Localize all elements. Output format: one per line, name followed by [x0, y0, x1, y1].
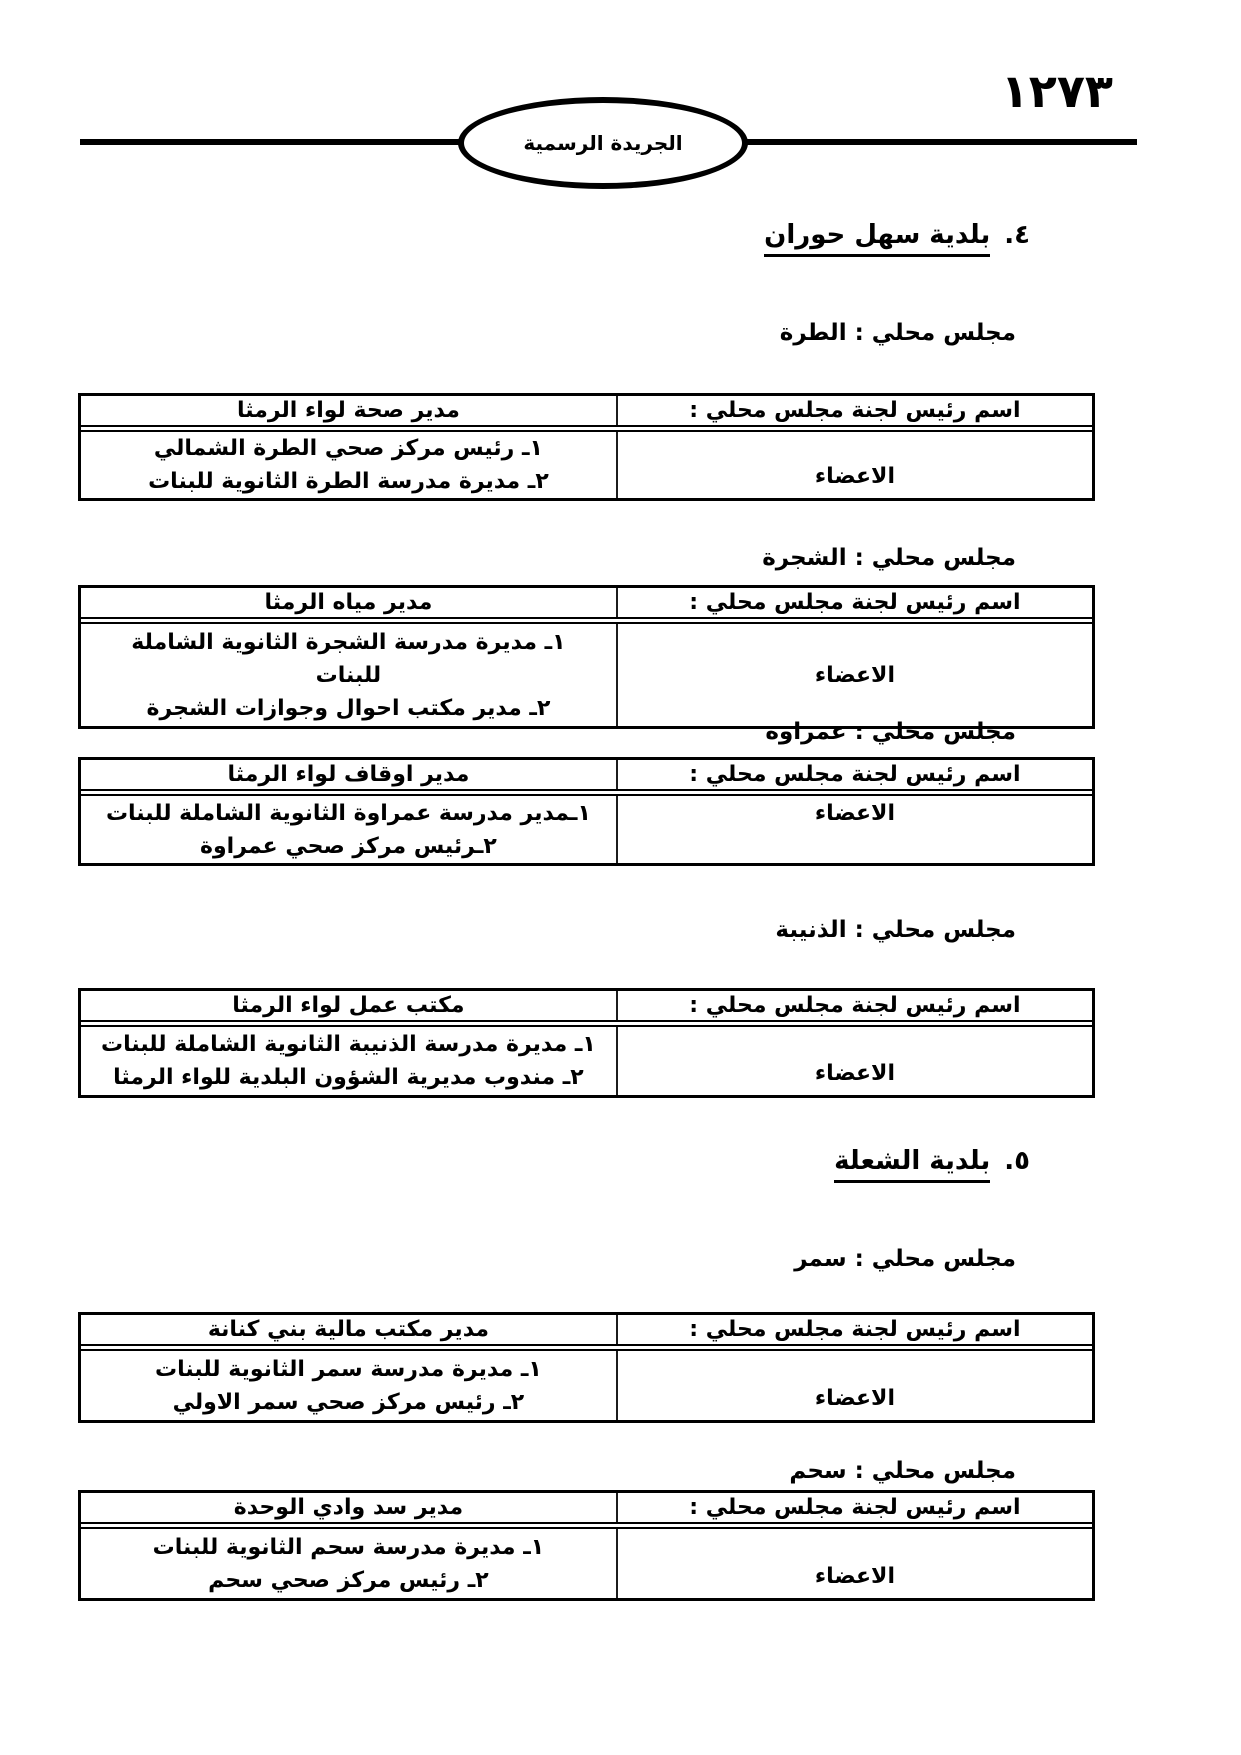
chairman-value-cell: مدير مياه الرمثا: [264, 590, 433, 615]
members-list-cell: [81, 1351, 616, 1420]
table-body-row: [81, 624, 1092, 726]
members-list-cell: [81, 796, 616, 863]
member-line: ١ـ مديرة مدرسة الشجرة الثانوية الشاملة: [131, 629, 566, 655]
member-line: ٢ـ رئيس مركز صحي سمر الاولي: [172, 1389, 525, 1415]
council-table: [78, 1490, 1095, 1601]
council-title: مجلس محلي : الشجرة: [762, 545, 1016, 571]
table-header-row: [81, 396, 1092, 432]
members-list-cell: [81, 432, 616, 498]
member-line: ١ـ مديرة مدرسة سحم الثانوية للبنات: [152, 1534, 545, 1560]
member-line: ٢ـ مديرة مدرسة الطرة الثانوية للبنات: [148, 469, 549, 494]
members-list-cell: [81, 1027, 616, 1095]
council-title: مجلس محلي : سمر: [794, 1246, 1016, 1272]
table-body-row: [81, 796, 1092, 863]
table-header-row: [81, 760, 1092, 796]
member-line: ١ـ مديرة مدرسة الذنيبة الثانوية الشاملة للبنات: [100, 1032, 596, 1057]
member-line: ١ـ مديرة مدرسة سمر الثانوية للبنات: [155, 1356, 542, 1382]
council-title: مجلس محلي : سحم: [789, 1458, 1016, 1484]
chairman-value-cell: مكتب عمل لواء الرمثا: [232, 993, 465, 1018]
members-label-cell: الاعضاء: [616, 796, 1092, 863]
table-header-row: [81, 991, 1092, 1027]
section-title: بلدية الشعلة: [834, 1146, 990, 1183]
table-body-row: [81, 1351, 1092, 1420]
chairman-label-cell: اسم رئيس لجنة مجلس محلي :: [616, 396, 1092, 425]
section-title: بلدية سهل حوران: [764, 220, 990, 257]
chairman-value-cell: مدير مكتب مالية بني كنانة: [207, 1317, 490, 1342]
members-list-cell: [81, 1529, 616, 1598]
chairman-value-cell: مدير سد وادي الوحدة: [233, 1495, 464, 1520]
chairman-label-cell: اسم رئيس لجنة مجلس محلي :: [616, 760, 1092, 789]
table-header-row: [81, 588, 1092, 624]
chairman-value-cell: مدير اوقاف لواء الرمثا: [227, 762, 470, 787]
members-label-cell: الاعضاء: [616, 624, 1092, 726]
table-body-row: [81, 432, 1092, 498]
table-header-row: [81, 1493, 1092, 1529]
chairman-label-cell: اسم رئيس لجنة مجلس محلي :: [616, 588, 1092, 617]
council-table: [78, 393, 1095, 501]
council-table: [78, 1312, 1095, 1423]
members-label-cell: الاعضاء: [616, 1529, 1092, 1598]
masthead-title: الجريدة الرسمية: [523, 131, 683, 155]
member-line: ١ـ رئيس مركز صحي الطرة الشمالي: [153, 436, 543, 461]
members-label-cell: الاعضاء: [616, 432, 1092, 498]
section-heading-4: [764, 220, 1030, 250]
member-line: ٢ـ مدير مكتب احوال وجوازات الشجرة: [146, 695, 551, 721]
section-heading-5: [834, 1146, 1030, 1176]
section-number: ٤.: [1004, 220, 1030, 250]
council-title: مجلس محلي : عمراوة: [765, 719, 1016, 745]
council-table: [78, 757, 1095, 866]
member-line: للبنات: [315, 662, 382, 688]
chairman-label-cell: اسم رئيس لجنة مجلس محلي :: [616, 991, 1092, 1020]
member-line: ١ـمدير مدرسة عمراوة الثانوية الشاملة للبنات: [105, 800, 591, 826]
section-number: ٥.: [1004, 1146, 1030, 1176]
council-table: [78, 988, 1095, 1098]
masthead-oval: [458, 97, 748, 189]
members-list-cell: [81, 624, 616, 726]
table-body-row: [81, 1027, 1092, 1095]
table-header-row: [81, 1315, 1092, 1351]
chairman-label-cell: اسم رئيس لجنة مجلس محلي :: [616, 1493, 1092, 1522]
council-title: مجلس محلي : الطرة: [779, 320, 1016, 346]
member-line: ٢ـرئيس مركز صحي عمراوة: [200, 833, 497, 859]
members-label-cell: الاعضاء: [616, 1027, 1092, 1095]
page-number: ١٢٧٣: [1000, 64, 1113, 118]
council-table: [78, 585, 1095, 729]
member-line: ٢ـ مندوب مديرية الشؤون البلدية للواء الرمثا: [113, 1065, 584, 1090]
table-body-row: [81, 1529, 1092, 1598]
chairman-value-cell: مدير صحة لواء الرمثا: [236, 398, 460, 423]
council-title: مجلس محلي : الذنيبة: [775, 917, 1016, 943]
members-label-cell: الاعضاء: [616, 1351, 1092, 1420]
member-line: ٢ـ رئيس مركز صحي سحم: [208, 1567, 489, 1593]
chairman-label-cell: اسم رئيس لجنة مجلس محلي :: [616, 1315, 1092, 1344]
